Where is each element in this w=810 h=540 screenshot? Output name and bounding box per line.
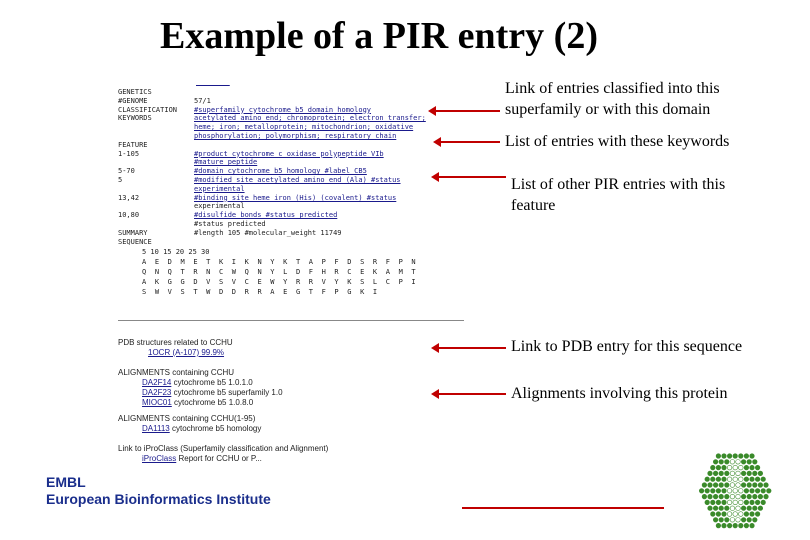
logo-dot — [750, 500, 755, 505]
entry-row-value[interactable]: phosphorylation; polymorphism; respiratory chain — [194, 132, 397, 140]
logo-dot — [736, 471, 741, 476]
logo-dot — [750, 454, 755, 459]
logo-dot — [741, 460, 746, 465]
logo-dot — [733, 465, 738, 470]
logo-dot — [733, 500, 738, 505]
alignment-desc: cytochrome b5 homology — [171, 424, 262, 433]
logo-dot — [736, 506, 741, 511]
entry-row-value[interactable]: #superfamily cytochrome b5 domain homology — [194, 105, 372, 114]
entry-row-label: 13,42 — [118, 193, 140, 202]
logo-dot — [767, 489, 772, 494]
logo-dot — [739, 477, 744, 482]
sequence-line: A E D M E T K I K N Y K T A P F D S R F P N — [142, 258, 418, 266]
logo-dot — [730, 471, 735, 476]
logo-dot — [713, 471, 718, 476]
entry-row-label: GENETICS — [118, 88, 152, 96]
slide-title: Example of a PIR entry (2) — [160, 15, 598, 57]
sequence-line: A K G G D V S V C E W Y R R V Y K S L C P I — [142, 278, 418, 286]
logo-dot — [716, 477, 721, 482]
entry-row-label: 5-70 — [118, 167, 135, 176]
alignment-id-link[interactable]: DA2F23 — [142, 388, 172, 397]
logo-dot — [753, 506, 758, 511]
logo-dot — [699, 489, 704, 494]
entry-row-value: 57/1 — [194, 96, 211, 105]
alignment-desc: cytochrome b5 superfamily 1.0 — [173, 388, 283, 397]
logo-dot — [719, 494, 724, 499]
logo-dot — [736, 483, 741, 488]
logo-dot — [722, 500, 727, 505]
logo-dot — [702, 494, 707, 499]
entry-row-value: #length 105 #molecular_weight 11749 — [194, 228, 342, 237]
entry-row-value[interactable]: heme; iron; metalloprotein; mitochondrion; oxidative — [194, 123, 414, 132]
logo-dot — [758, 471, 763, 476]
logo-dot — [716, 489, 721, 494]
arrow-superfamily — [435, 110, 500, 112]
entry-row-value[interactable]: #mature_peptide — [194, 158, 258, 167]
logo-dot — [725, 506, 730, 511]
logo-dot — [747, 471, 752, 476]
logo-dot — [727, 489, 732, 494]
sequence-line: Q N Q T R N C W Q N Y L D F H R C E K A M T — [142, 268, 418, 276]
logo-dot — [758, 483, 763, 488]
logo-dot — [750, 523, 755, 528]
logo-dot — [744, 500, 749, 505]
logo-dot — [755, 489, 760, 494]
embl-ebi-logo-text — [46, 474, 271, 508]
logo-dot — [736, 494, 741, 499]
note-keywords: List of entries with these keywords — [505, 133, 730, 150]
logo-dot — [741, 483, 746, 488]
logo-dot — [722, 465, 727, 470]
logo-dot — [713, 483, 718, 488]
logo-dot — [753, 460, 758, 465]
logo-dot — [744, 477, 749, 482]
logo-dot — [739, 523, 744, 528]
entry-row-value: experimental — [194, 202, 245, 211]
alignment-desc: cytochrome b5 1.0.1.0 — [173, 378, 253, 387]
entry-row-label: 1-105 — [118, 149, 140, 158]
logo-dot — [719, 483, 724, 488]
entry-row-label: CLASSIFICATION — [118, 105, 178, 114]
logo-dot — [727, 512, 732, 517]
logo-dot — [730, 483, 735, 488]
logo-dot — [708, 494, 713, 499]
iproclass-heading: Link to iProClass (Superfamily classification and Alignment) — [118, 444, 329, 453]
logo-dot — [741, 506, 746, 511]
logo-dot — [755, 512, 760, 517]
logo-dot — [716, 454, 721, 459]
logo-dot — [725, 471, 730, 476]
logo-dot — [744, 523, 749, 528]
alignment-id-link[interactable]: DA1113 — [142, 424, 170, 433]
logo-dot — [719, 506, 724, 511]
logo-dot — [716, 523, 721, 528]
org-name-short: EMBL — [46, 474, 86, 490]
alignments-heading-2: ALIGNMENTS containing CCHU(1-95) — [118, 414, 256, 423]
logo-dot — [741, 518, 746, 523]
logo-dot — [750, 465, 755, 470]
logo-dot — [713, 518, 718, 523]
note-feature: List of other PIR entries with this feature — [511, 176, 726, 214]
logo-dot — [711, 477, 716, 482]
logo-dot — [713, 494, 718, 499]
arrow-keywords — [440, 141, 500, 143]
logo-dot — [716, 512, 721, 517]
logo-dot — [747, 460, 752, 465]
logo-dot — [736, 460, 741, 465]
entry-row-label: KEYWORDS — [118, 114, 152, 123]
logo-dot — [730, 518, 735, 523]
logo-dot — [722, 454, 727, 459]
logo-dot — [727, 454, 732, 459]
logo-dot — [722, 477, 727, 482]
logo-dot — [736, 518, 741, 523]
logo-dot — [725, 518, 730, 523]
logo-dot — [747, 506, 752, 511]
logo-dot — [761, 489, 766, 494]
alignment-item[interactable] — [142, 398, 253, 407]
logo-dot — [744, 454, 749, 459]
entry-header-link[interactable]: ________ — [196, 78, 230, 86]
logo-dot — [755, 477, 760, 482]
logo-dot — [711, 489, 716, 494]
logo-dot — [764, 483, 769, 488]
logo-dot — [753, 483, 758, 488]
logo-dot — [750, 489, 755, 494]
entry-row-value[interactable]: #disulfide_bonds #status predicted — [194, 211, 338, 220]
logo-dot — [755, 465, 760, 470]
logo-dot — [744, 465, 749, 470]
logo-dot — [758, 506, 763, 511]
entry-row-value[interactable]: acetylated amino end; chromoprotein; electron transfer; — [194, 114, 426, 123]
logo-dot — [739, 489, 744, 494]
logo-dot — [733, 477, 738, 482]
logo-dot — [713, 506, 718, 511]
logo-dot — [733, 454, 738, 459]
logo-dot — [722, 512, 727, 517]
entry-row-value: #status predicted — [194, 220, 266, 228]
logo-dot — [705, 500, 710, 505]
logo-dot — [739, 465, 744, 470]
alignment-item[interactable] — [142, 378, 253, 387]
entry-row-label: 10,80 — [118, 211, 140, 220]
logo-dot — [761, 500, 766, 505]
arrow-pdb — [438, 347, 506, 349]
alignments-heading-1: ALIGNMENTS containing CCHU — [118, 368, 235, 377]
logo-dot — [708, 506, 713, 511]
logo-dot — [761, 477, 766, 482]
logo-dot — [716, 500, 721, 505]
ebi-hexagon-logo-icon — [690, 452, 780, 530]
logo-dot — [730, 460, 735, 465]
alignment-item[interactable] — [142, 388, 283, 397]
logo-dot — [708, 471, 713, 476]
entry-row-value[interactable]: #modified_site acetylated amino end (Ala) #status — [194, 176, 401, 184]
logo-dot — [764, 494, 769, 499]
logo-dot — [750, 477, 755, 482]
logo-dot — [711, 500, 716, 505]
entry-row-label: SUMMARY — [118, 228, 148, 237]
logo-dot — [741, 494, 746, 499]
logo-dot — [741, 471, 746, 476]
logo-dot — [713, 460, 718, 465]
arrow-alignments — [438, 393, 506, 395]
logo-dot — [719, 471, 724, 476]
logo-dot — [727, 465, 732, 470]
alignment-id-link[interactable]: MIOC01 — [142, 398, 172, 407]
logo-dot — [747, 494, 752, 499]
logo-dot — [747, 483, 752, 488]
logo-dot — [733, 489, 738, 494]
logo-dot — [755, 500, 760, 505]
logo-dot — [708, 483, 713, 488]
logo-dot — [727, 477, 732, 482]
logo-dot — [722, 489, 727, 494]
logo-dot — [705, 489, 710, 494]
entry-row-label: #GENOME — [118, 96, 148, 105]
logo-dot — [711, 512, 716, 517]
logo-dot — [725, 460, 730, 465]
pdb-line: PDB structures related to CCHU — [118, 338, 233, 347]
logo-dot — [727, 500, 732, 505]
logo-dot — [747, 518, 752, 523]
entry-row-value[interactable]: #binding_site heme iron (His) (covalent) #status — [194, 193, 397, 202]
pir-entry-panel — [118, 78, 468, 318]
logo-dot — [744, 512, 749, 517]
entry-row-label: 5 — [118, 176, 123, 184]
logo-dot — [727, 523, 732, 528]
logo-dot — [719, 460, 724, 465]
logo-dot — [730, 506, 735, 511]
pdb-link[interactable]: 1OCR (A-107) 99.9% — [148, 348, 225, 357]
arrow-feature — [438, 176, 506, 178]
logo-dot — [744, 489, 749, 494]
logo-dot — [711, 465, 716, 470]
entry-row-value[interactable]: experimental — [194, 184, 245, 193]
logo-dot — [702, 483, 707, 488]
alignment-desc: cytochrome b5 1.0.8.0 — [174, 398, 254, 407]
logo-dot — [705, 477, 710, 482]
footer-red-line — [462, 507, 664, 509]
org-name-full: European Bioinformatics Institute — [46, 491, 271, 507]
logo-dot — [753, 471, 758, 476]
logo-dot — [753, 494, 758, 499]
sequence-line: S W V S T W D D R R A E G T F P G K I — [142, 288, 380, 296]
separator-line — [118, 320, 464, 321]
logo-dot — [725, 483, 730, 488]
logo-dot — [733, 523, 738, 528]
iproclass-item[interactable]: iProClass Report for CCHU or P... — [142, 454, 262, 463]
note-pdb: Link to PDB entry for this sequence — [511, 338, 743, 355]
entry-row-value[interactable]: #product cytochrome c oxidase polypeptide VIb — [194, 149, 384, 158]
logo-dot — [739, 500, 744, 505]
logo-dot — [739, 512, 744, 517]
logo-dot — [716, 465, 721, 470]
entry-row-label: FEATURE — [118, 140, 148, 149]
entry-row-value[interactable]: #domain cytochrome b5 homology #label CB5 — [194, 167, 367, 176]
seq-ruler: 5 10 15 20 25 30 — [142, 248, 210, 256]
alignment-item[interactable] — [142, 424, 261, 433]
logo-dot — [753, 518, 758, 523]
note-superfamily: Link of entries classified into this superfamily or with this domain — [505, 80, 720, 118]
note-alignments: Alignments involving this protein — [511, 385, 728, 402]
logo-dot — [758, 494, 763, 499]
entry-row-label: SEQUENCE — [118, 237, 152, 246]
logo-dot — [750, 512, 755, 517]
alignment-id-link[interactable]: DA2F14 — [142, 378, 172, 387]
logo-dot — [725, 494, 730, 499]
logo-dot — [733, 512, 738, 517]
logo-dot — [730, 494, 735, 499]
logo-dot — [739, 454, 744, 459]
logo-dot — [722, 523, 727, 528]
logo-dot — [719, 518, 724, 523]
